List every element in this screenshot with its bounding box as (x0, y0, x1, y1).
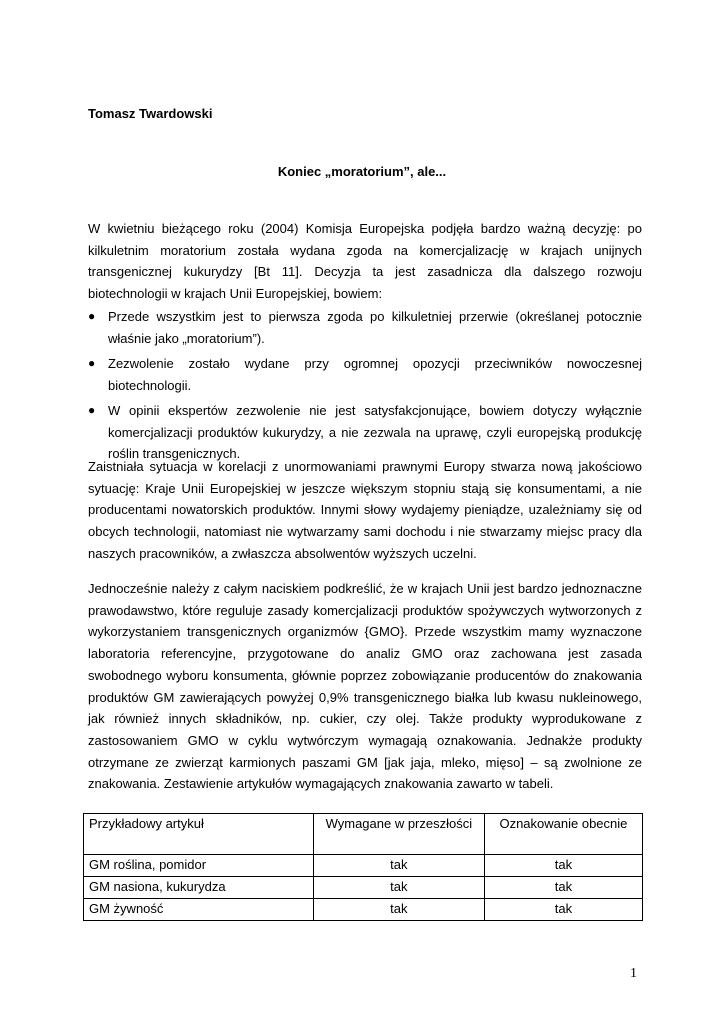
bullet-icon: ● (88, 356, 96, 370)
labeling-table (83, 813, 643, 921)
bullet-item (88, 353, 642, 396)
paragraph-3: Jednocześnie należy z całym naciskiem podkreślić, że w krajach Unii jest bardzo jednoznaczne prawodawstwo, które reguluje zasady komercjalizacji produktów spożywczych wytworzonych z wykorzystaniem transgenicznych organizmów {GMO}. Przede wszystkim mamy wyznaczone laboratoria referencyjne, przygotowane do analiz GMO oraz zachowana jest zasada swobodnego wyboru konsumenta, głównie poprzez zobowiązanie producentów do znakowania produktów GM zawierających powyżej 0,9% transgenicznego białka lub kwasu nukleinowego, jak również innych składników, np. cukier, czy olej. Także produkty wyprodukowane z zastosowaniem GMO w cyklu wytwórczym wymagają oznakowania. Jednakże produkty otrzymane ze zwierząt karmionych paszami GM [jak jaja, mleko, mięso] – są zwolnione ze znakowania. Zestawienie artykułów wymagających znakowania zawarto w tabeli. (88, 581, 642, 792)
author-name: Tomasz Twardowski (88, 106, 213, 121)
table-cell: tak (313, 877, 484, 899)
bullet-list (88, 306, 642, 465)
table-cell: tak (313, 899, 484, 921)
table-cell: tak (313, 855, 484, 877)
bullet-text: Przede wszystkim jest to pierwsza zgoda po kilkuletniej przerwie (określanej potocznie właśnie jako „moratorium”). (108, 309, 642, 346)
table-cell: GM roślina, pomidor (84, 855, 314, 877)
table-row (84, 899, 643, 921)
bullet-item (88, 400, 642, 465)
bullet-item (88, 306, 642, 349)
bullet-icon: ● (88, 309, 96, 323)
bullet-icon: ● (88, 403, 96, 417)
table-header-row (84, 814, 643, 855)
table-header-cell: Wymagane w przeszłości (313, 814, 484, 855)
table-cell: tak (484, 877, 642, 899)
page-number: 1 (630, 966, 637, 981)
table-header-cell: Przykładowy artykuł (84, 814, 314, 855)
paragraph-2: Zaistniała sytuacja w korelacji z unormowaniami prawnymi Europy stwarza nową jakościowo sytuację: Kraje Unii Europejskiej w jeszcze większym stopniu stają się konsumentami, a nie producentami nowatorskich produktów. Innymi słowy wydajemy pieniądze, uzależniamy się od obcych technologii, natomiast nie wytwarzamy sami dochodu i nie stwarzamy miejsc pracy dla naszych pracowników, a zwłaszcza absolwentów wyższych uczelni. (88, 459, 642, 561)
table-row (84, 855, 643, 877)
table-cell: tak (484, 855, 642, 877)
article-title: Koniec „moratorium”, ale... (277, 164, 447, 179)
table-cell: GM żywność (84, 899, 314, 921)
table-cell: GM nasiona, kukurydza (84, 877, 314, 899)
paragraph-1: W kwietniu bieżącego roku (2004) Komisja Europejska podjęła bardzo ważną decyzję: po kilkuletnim moratorium została wydana zgoda na komercjalizację w krajach unijnych transgenicznej kukurydzy [Bt 11]. Decyzja ta jest zasadnicza dla dalszego rozwoju biotechnologii w krajach Unii Europejskiej, bowiem: (88, 221, 642, 302)
table-cell: tak (484, 899, 642, 921)
table-row (84, 877, 643, 899)
bullet-text: Zezwolenie zostało wydane przy ogromnej opozycji przeciwników nowoczesnej biotechnologii. (108, 356, 642, 393)
table-header-cell: Oznakowanie obecnie (484, 814, 642, 855)
bullet-text: W opinii ekspertów zezwolenie nie jest satysfakcjonujące, bowiem dotyczy wyłącznie komercjalizacji produktów kukurydzy, a nie zezwala na uprawę, czyli europejską produkcję roślin transgenicznych. (108, 403, 642, 461)
